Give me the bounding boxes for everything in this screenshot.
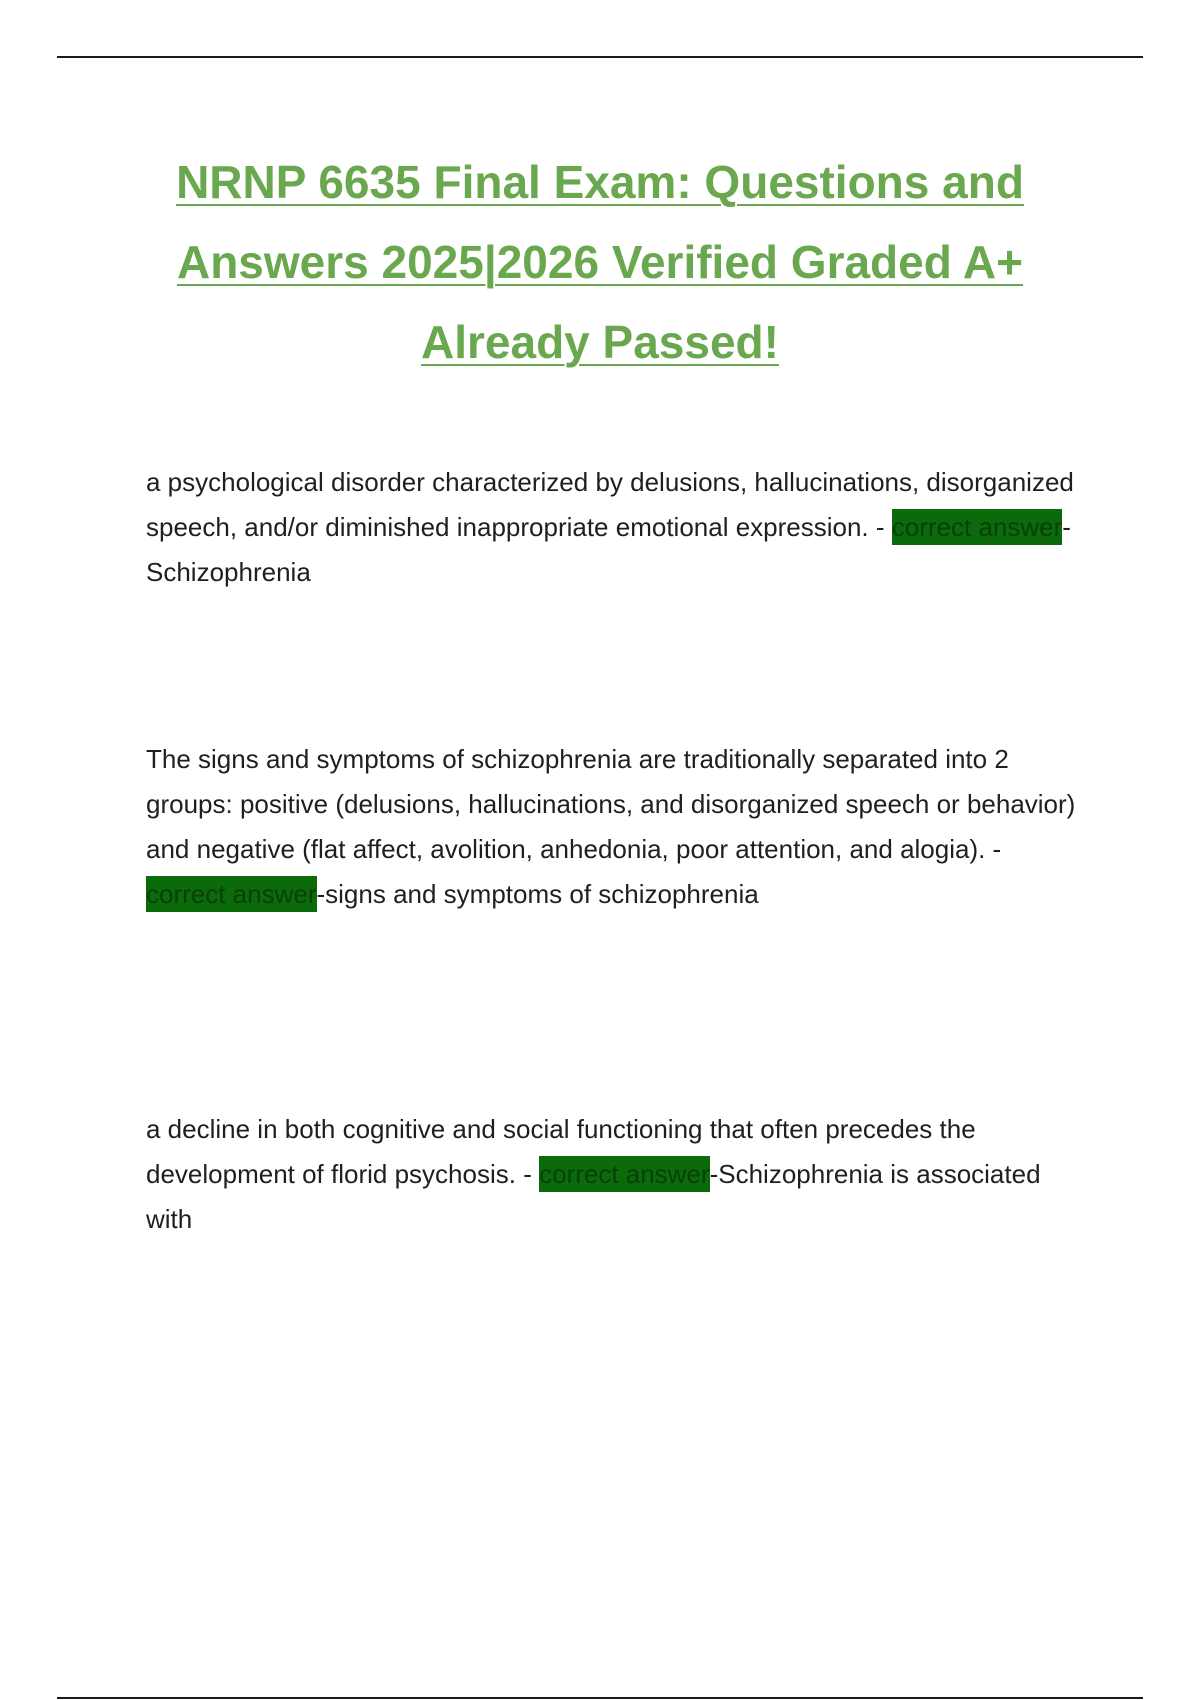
title-block (100, 142, 1100, 382)
title-line-1: NRNP 6635 Final Exam: Questions and (176, 156, 1024, 208)
title-line-2: Answers 2025|2026 Verified Graded A+ (176, 236, 1023, 288)
correct-answer-marker: correct answer (146, 876, 317, 912)
question-text: The signs and symptoms of schizophrenia are traditionally separated into 2 groups: positive (delusions, hallucinations, and disorganized speech or behavior) and negative (flat affect, avolition, anhedonia, poor attention, and alogia). - (146, 744, 1076, 864)
qa-item (146, 460, 1086, 595)
top-rule (57, 56, 1143, 58)
question-text: a psychological disorder characterized by delusions, hallucinations, disorganized speech, and/or diminished inappropriate emotional expression. - (146, 467, 1074, 542)
bottom-rule (57, 1697, 1143, 1699)
answer-text: -signs and symptoms of schizophrenia (316, 879, 759, 909)
qa-item (146, 737, 1086, 917)
answer-text: -Schizophrenia (146, 512, 1071, 587)
qa-item (146, 1107, 1086, 1242)
title-line-3: Already Passed! (421, 316, 779, 368)
correct-answer-marker: correct answer (539, 1156, 710, 1192)
answer-text: -Schizophrenia is associated with (146, 1159, 1041, 1234)
question-text: a decline in both cognitive and social functioning that often precedes the development of florid psychosis. - (146, 1114, 976, 1189)
correct-answer-marker: correct answer (892, 509, 1063, 545)
document-title (100, 142, 1100, 382)
